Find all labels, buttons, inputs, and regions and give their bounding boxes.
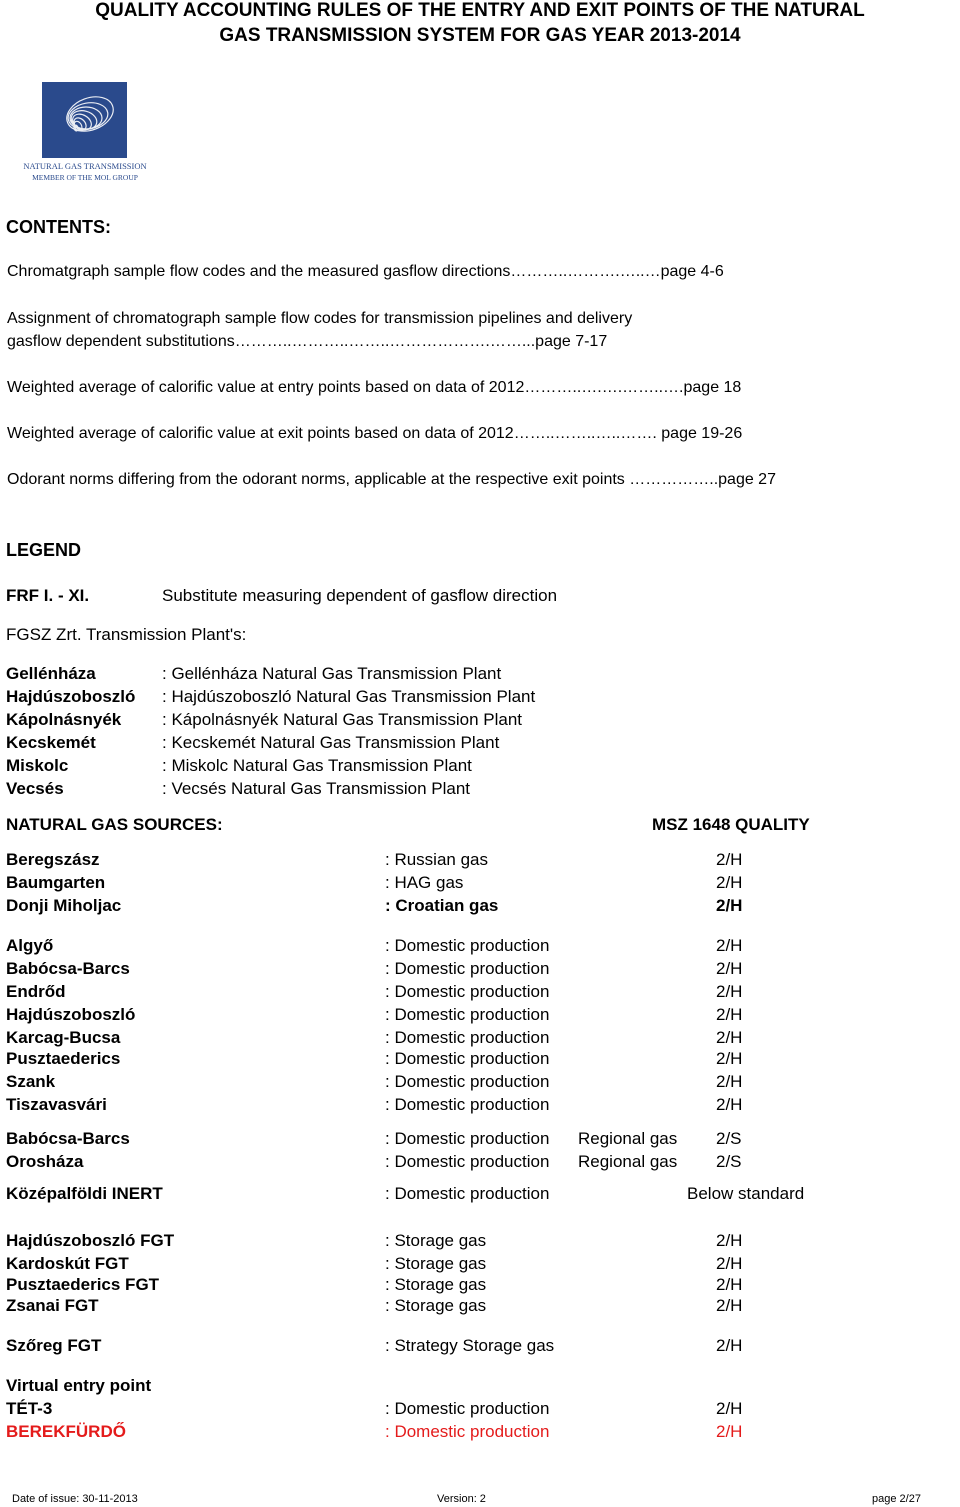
document-title-line-1: QUALITY ACCOUNTING RULES OF THE ENTRY AND EXIT POINTS OF THE NATURAL — [95, 0, 865, 21]
source-quality: 2/H — [716, 1005, 743, 1024]
source-name: Algyő — [6, 936, 54, 955]
source-name: Endrőd — [6, 982, 66, 1001]
source-quality: 2/H — [716, 896, 743, 915]
plant-name: Kecskemét — [6, 733, 96, 752]
source-type: : Domestic production — [385, 1005, 550, 1024]
source-type: : Domestic production — [385, 982, 550, 1001]
source-type: : Domestic production — [385, 1072, 550, 1091]
source-quality: 2/H — [716, 982, 743, 1001]
plant-name: Vecsés — [6, 779, 64, 798]
source-quality: 2/H — [716, 1049, 743, 1068]
source-type: : Russian gas — [385, 850, 488, 869]
source-type: : Domestic production — [385, 1152, 550, 1171]
plant-name: Kápolnásnyék — [6, 710, 122, 729]
plant-name: Gellénháza — [6, 664, 96, 683]
toc-item: Weighted average of calorific value at exit points based on data of 2012……..……..…..……. page 19-26 — [7, 425, 743, 442]
source-type: : Domestic production — [385, 1422, 550, 1441]
source-type: : Storage gas — [385, 1275, 487, 1294]
toc-item: Weighted average of calorific value at entry points based on data of 2012………..….….……..….page 18 — [7, 379, 742, 396]
footer-version: Version: 2 — [437, 1493, 486, 1505]
source-quality: 2/H — [716, 936, 743, 955]
source-quality: 2/H — [716, 850, 743, 869]
source-name: BEREKFÜRDŐ — [6, 1422, 126, 1441]
frf-description: Substitute measuring dependent of gasflow direction — [162, 586, 558, 605]
toc-item: Chromatgraph sample flow codes and the measured gasflow directions………..……….…..…page 4-6 — [7, 263, 724, 280]
footer-date: Date of issue: 30-11-2013 — [12, 1493, 138, 1505]
source-quality: 2/H — [716, 959, 743, 978]
source-name: Szőreg FGT — [6, 1336, 102, 1355]
sources-heading: NATURAL GAS SOURCES: — [6, 815, 223, 834]
source-type: : Domestic production — [385, 1049, 550, 1068]
source-name: Pusztaederics FGT — [6, 1275, 160, 1294]
source-type: : Domestic production — [385, 959, 550, 978]
plant-description: : Vecsés Natural Gas Transmission Plant — [162, 779, 471, 798]
plant-name: Hajdúszoboszló — [6, 687, 136, 706]
logo-line-2: MEMBER OF THE MOL GROUP — [32, 173, 138, 182]
quality-heading: MSZ 1648 QUALITY — [652, 815, 810, 834]
source-name: Karcag-Bucsa — [6, 1028, 121, 1047]
source-type: : Domestic production — [385, 1184, 550, 1203]
toc-item: Assignment of chromatograph sample flow codes for transmission pipelines and delivery — [7, 310, 633, 327]
source-quality: 2/H — [716, 1422, 743, 1441]
source-type: : Storage gas — [385, 1296, 487, 1315]
source-quality: 2/H — [716, 1254, 743, 1273]
source-type: : Domestic production — [385, 1028, 550, 1047]
source-quality: 2/H — [716, 1095, 743, 1114]
source-name: Kardoskút FGT — [6, 1254, 129, 1273]
source-region: Regional gas — [578, 1129, 678, 1148]
source-region: Regional gas — [578, 1152, 678, 1171]
source-type: : Strategy Storage gas — [385, 1336, 555, 1355]
source-name: Középalföldi INERT — [6, 1184, 163, 1203]
source-name: Hajdúszoboszló — [6, 1005, 136, 1024]
toc-item: gasflow dependent substitutions………..………..……..……………….……...page 7-17 — [7, 333, 608, 350]
source-type: : Domestic production — [385, 936, 550, 955]
legend-heading: LEGEND — [6, 540, 82, 560]
source-name: Orosháza — [6, 1152, 84, 1171]
source-name: Beregszász — [6, 850, 100, 869]
source-quality: 2/H — [716, 1296, 743, 1315]
source-type: : Storage gas — [385, 1231, 487, 1250]
source-type: : Storage gas — [385, 1254, 487, 1273]
plants-heading: FGSZ Zrt. Transmission Plant's: — [6, 625, 247, 644]
toc-item: Odorant norms differing from the odorant norms, applicable at the respective exit points ……………..page 27 — [7, 471, 776, 488]
source-type: : Domestic production — [385, 1095, 550, 1114]
company-logo — [20, 80, 150, 184]
logo-line-1: NATURAL GAS TRANSMISSION — [23, 161, 147, 171]
source-name: TÉT-3 — [6, 1399, 53, 1418]
plant-description: : Gellénháza Natural Gas Transmission Plant — [162, 664, 502, 683]
source-name: Babócsa-Barcs — [6, 959, 130, 978]
plant-description: : Hajdúszoboszló Natural Gas Transmission Plant — [162, 687, 536, 706]
source-quality: 2/H — [716, 1275, 743, 1294]
source-name: Baumgarten — [6, 873, 106, 892]
source-quality: Below standard — [687, 1184, 805, 1203]
source-quality: 2/H — [716, 873, 743, 892]
frf-label: FRF I. - XI. — [6, 586, 90, 605]
source-quality: 2/S — [716, 1129, 742, 1148]
source-quality: 2/H — [716, 1336, 743, 1355]
source-quality: 2/H — [716, 1028, 743, 1047]
source-name: Virtual entry point — [6, 1376, 152, 1395]
source-name: Donji Miholjac — [6, 896, 122, 915]
plant-description: : Kecskemét Natural Gas Transmission Plant — [162, 733, 500, 752]
source-name: Zsanai FGT — [6, 1296, 99, 1315]
source-quality: 2/H — [716, 1072, 743, 1091]
source-type: : Croatian gas — [385, 896, 499, 915]
plant-description: : Kápolnásnyék Natural Gas Transmission Plant — [162, 710, 523, 729]
source-name: Hajdúszoboszló FGT — [6, 1231, 175, 1250]
source-name: Pusztaederics — [6, 1049, 121, 1068]
document-title-line-2: GAS TRANSMISSION SYSTEM FOR GAS YEAR 2013-2014 — [219, 25, 741, 46]
source-quality: 2/H — [716, 1399, 743, 1418]
source-type: : HAG gas — [385, 873, 464, 892]
source-type: : Domestic production — [385, 1129, 550, 1148]
contents-heading: CONTENTS: — [6, 217, 111, 237]
source-type: : Domestic production — [385, 1399, 550, 1418]
source-quality: 2/S — [716, 1152, 742, 1171]
source-name: Babócsa-Barcs — [6, 1129, 130, 1148]
source-name: Szank — [6, 1072, 56, 1091]
footer-page: page 2/27 — [872, 1493, 921, 1505]
source-quality: 2/H — [716, 1231, 743, 1250]
source-name: Tiszavasvári — [6, 1095, 107, 1114]
plant-name: Miskolc — [6, 756, 69, 775]
plant-description: : Miskolc Natural Gas Transmission Plant — [162, 756, 472, 775]
